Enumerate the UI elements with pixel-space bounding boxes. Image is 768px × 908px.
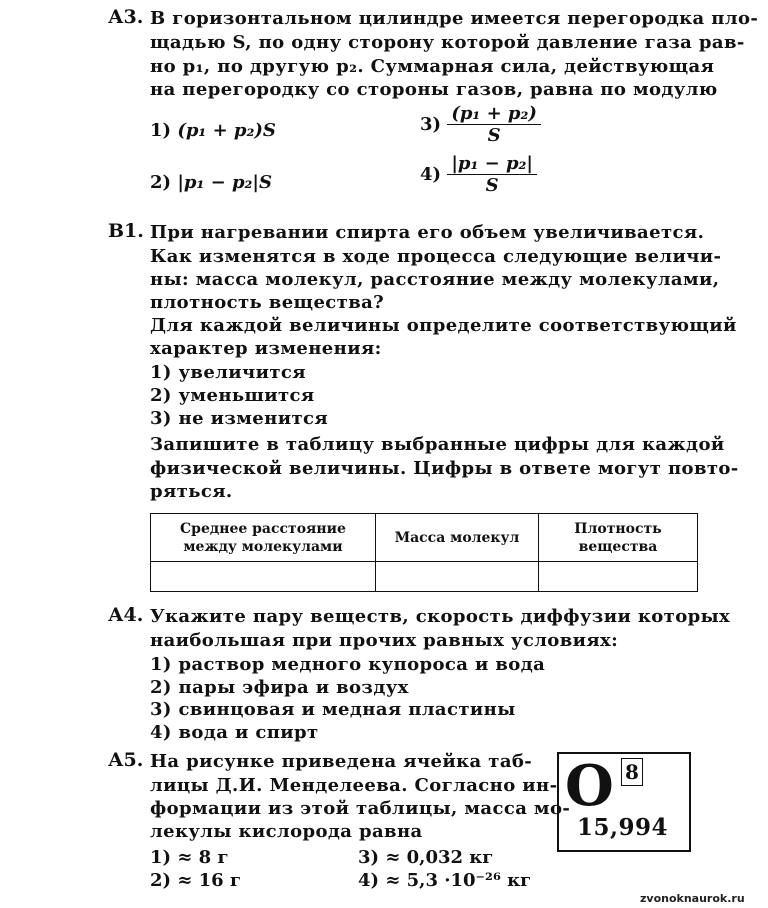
column-header-distance: Среднее расстояние между молекулами [151, 514, 376, 562]
column-header-mass: Масса молекул [376, 514, 539, 562]
question-text-line: В горизонтальном цилиндре имеется перегородка пло- [150, 8, 759, 29]
choice-item: 1) увеличится [150, 362, 306, 383]
question-text-line: формации из этой таблицы, масса мо- [150, 798, 571, 819]
answer-option: 3) свинцовая и медная пластины [150, 699, 516, 720]
question-text-line: характер изменения: [150, 338, 382, 359]
choice-item: 2) уменьшится [150, 385, 315, 406]
question-text-line: На рисунке приведена ячейка таб- [150, 751, 533, 772]
question-text-line: Как изменятся в ходе процесса следующие величи- [150, 246, 722, 267]
answer-option-1: 1) (p₁ + p₂)S [150, 120, 276, 141]
choice-item: 3) не изменится [150, 408, 329, 429]
instruction-line: физической величины. Цифры в ответе могут повто- [150, 458, 739, 479]
column-header-density: Плотность вещества [539, 514, 698, 562]
answer-option-2: 2) ≈ 16 г [150, 870, 242, 891]
answer-cell[interactable] [151, 562, 376, 592]
periodic-table-cell [557, 752, 691, 852]
fraction: $\frac{\text{(p₁ + p₂)}}{S}$ [447, 103, 541, 146]
answer-cell[interactable] [376, 562, 539, 592]
question-text-line: наибольшая при прочих равных условиях: [150, 630, 619, 651]
atomic-number: 8 [621, 758, 643, 786]
answer-option: 2) пары эфира и воздух [150, 677, 409, 698]
table-answer-row [151, 562, 698, 592]
answer-option: 4) вода и спирт [150, 722, 319, 743]
question-text-line: лекулы кислорода равна [150, 821, 423, 842]
question-label: В1. [108, 220, 144, 242]
answer-option-3: 3) ≈ 0,032 кг [358, 847, 494, 868]
instruction-line: ряться. [150, 481, 233, 502]
answer-option: 1) раствор медного купороса и вода [150, 654, 546, 675]
watermark: zvonoknaurok.ru [640, 892, 745, 905]
question-label: А5. [108, 749, 144, 771]
answer-cell[interactable] [539, 562, 698, 592]
answer-option-1: 1) ≈ 8 г [150, 847, 229, 868]
fraction: $\frac{\text{|p₁ − p₂|}}{S}$ [447, 153, 537, 196]
atomic-mass: 15,994 [577, 814, 669, 841]
answer-option-4: 4) ≈ 5,3 ·10⁻²⁶ кг [358, 870, 532, 891]
question-text-line: При нагревании спирта его объем увеличивается. [150, 222, 705, 243]
instruction-line: Запишите в таблицу выбранные цифры для каждой [150, 434, 725, 455]
answer-option-4: 4) $\frac{\text{|p₁ − p₂|}}{S}$ [420, 153, 537, 196]
answer-table [150, 513, 698, 592]
question-label: А4. [108, 604, 144, 626]
answer-option-3: 3) $\frac{\text{(p₁ + p₂)}}{S}$ [420, 103, 541, 146]
question-text-line: плотность вещества? [150, 292, 385, 313]
table-header-row [151, 514, 698, 562]
element-symbol: O [565, 753, 614, 819]
question-text-line: Для каждой величины определите соответствующий [150, 315, 737, 336]
question-text-line: на перегородку со стороны газов, равна по модулю [150, 79, 718, 100]
question-text-line: щадью S, по одну сторону которой давление газа рав- [150, 32, 745, 53]
question-text-line: лицы Д.И. Менделеева. Согласно ин- [150, 775, 558, 796]
question-text-line: ны: масса молекул, расстояние между молекулами, [150, 269, 720, 290]
question-text-line: Укажите пару веществ, скорость диффузии которых [150, 606, 731, 627]
question-label: А3. [108, 6, 144, 28]
answer-option-2: 2) |p₁ − p₂|S [150, 172, 272, 193]
question-text-line: но p₁, по другую p₂. Суммарная сила, действующая [150, 56, 715, 77]
